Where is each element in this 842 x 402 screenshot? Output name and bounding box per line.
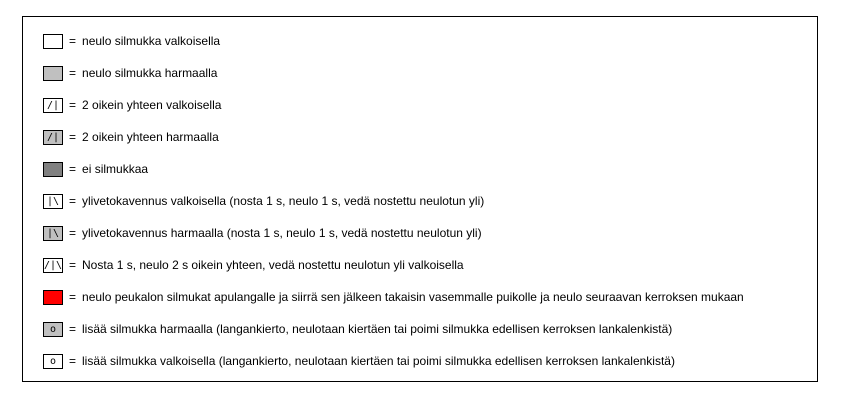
equals-sign: = — [69, 34, 77, 48]
legend-description: lisää silmukka harmaalla (langankierto, neulotaan kiertäen tai poimi silmukka edellisen kerroksen lankalenkistä) — [82, 322, 673, 336]
symbol-swatch — [43, 66, 63, 81]
symbol-swatch: |\ — [43, 226, 63, 241]
equals-sign: = — [69, 194, 77, 208]
symbol-swatch — [43, 34, 63, 49]
symbol-swatch: o — [43, 322, 63, 337]
equals-sign: = — [69, 130, 77, 144]
legend-description: ylivetokavennus valkoisella (nosta 1 s, neulo 1 s, vedä nostettu neulotun yli) — [82, 194, 485, 208]
knitting-legend — [22, 16, 818, 382]
legend-item-increase-grey — [43, 321, 672, 338]
symbol-swatch: /| — [43, 130, 63, 145]
symbol-swatch — [43, 162, 63, 177]
equals-sign: = — [69, 162, 77, 176]
legend-item-skp-white — [43, 193, 484, 210]
equals-sign: = — [69, 354, 77, 368]
legend-description: Nosta 1 s, neulo 2 s oikein yhteen, vedä nostettu neulotun yli valkoisella — [82, 258, 464, 272]
legend-description: neulo silmukka harmaalla — [82, 66, 218, 80]
legend-item-thumb-stitches — [43, 289, 744, 306]
legend-description: neulo peukalon silmukat apulangalle ja siirrä sen jälkeen takaisin vasemmalle puikolle ja neulo seuraavan kerroksen mukaan — [82, 290, 744, 304]
legend-item-increase-white — [43, 353, 675, 370]
symbol-swatch: o — [43, 354, 63, 369]
legend-description: ei silmukkaa — [82, 162, 149, 176]
symbol-swatch: /|\ — [44, 260, 63, 271]
legend-item-knit-white — [43, 33, 220, 50]
equals-sign: = — [69, 226, 77, 240]
legend-item-knit-grey — [43, 65, 217, 82]
legend-item-k2tog-grey — [43, 129, 219, 146]
legend-description: 2 oikein yhteen valkoisella — [82, 98, 222, 112]
equals-sign: = — [69, 258, 77, 272]
legend-item-sk2p-white — [43, 257, 464, 274]
equals-sign: = — [69, 322, 77, 336]
legend-item-k2tog-white — [43, 97, 221, 114]
equals-sign: = — [69, 98, 77, 112]
legend-description: lisää silmukka valkoisella (langankierto, neulotaan kiertäen tai poimi silmukka edellisen kerroksen lankalenkistä) — [82, 354, 675, 368]
symbol-swatch: /| — [43, 98, 63, 113]
legend-item-skp-grey — [43, 225, 482, 242]
equals-sign: = — [69, 290, 77, 304]
legend-description: 2 oikein yhteen harmaalla — [82, 130, 219, 144]
symbol-swatch: |\ — [43, 194, 63, 209]
legend-description: ylivetokavennus harmaalla (nosta 1 s, neulo 1 s, vedä nostettu neulotun yli) — [82, 226, 482, 240]
legend-description: neulo silmukka valkoisella — [82, 34, 221, 48]
equals-sign: = — [69, 66, 77, 80]
symbol-swatch — [43, 290, 63, 305]
legend-item-no-stitch — [43, 161, 148, 178]
